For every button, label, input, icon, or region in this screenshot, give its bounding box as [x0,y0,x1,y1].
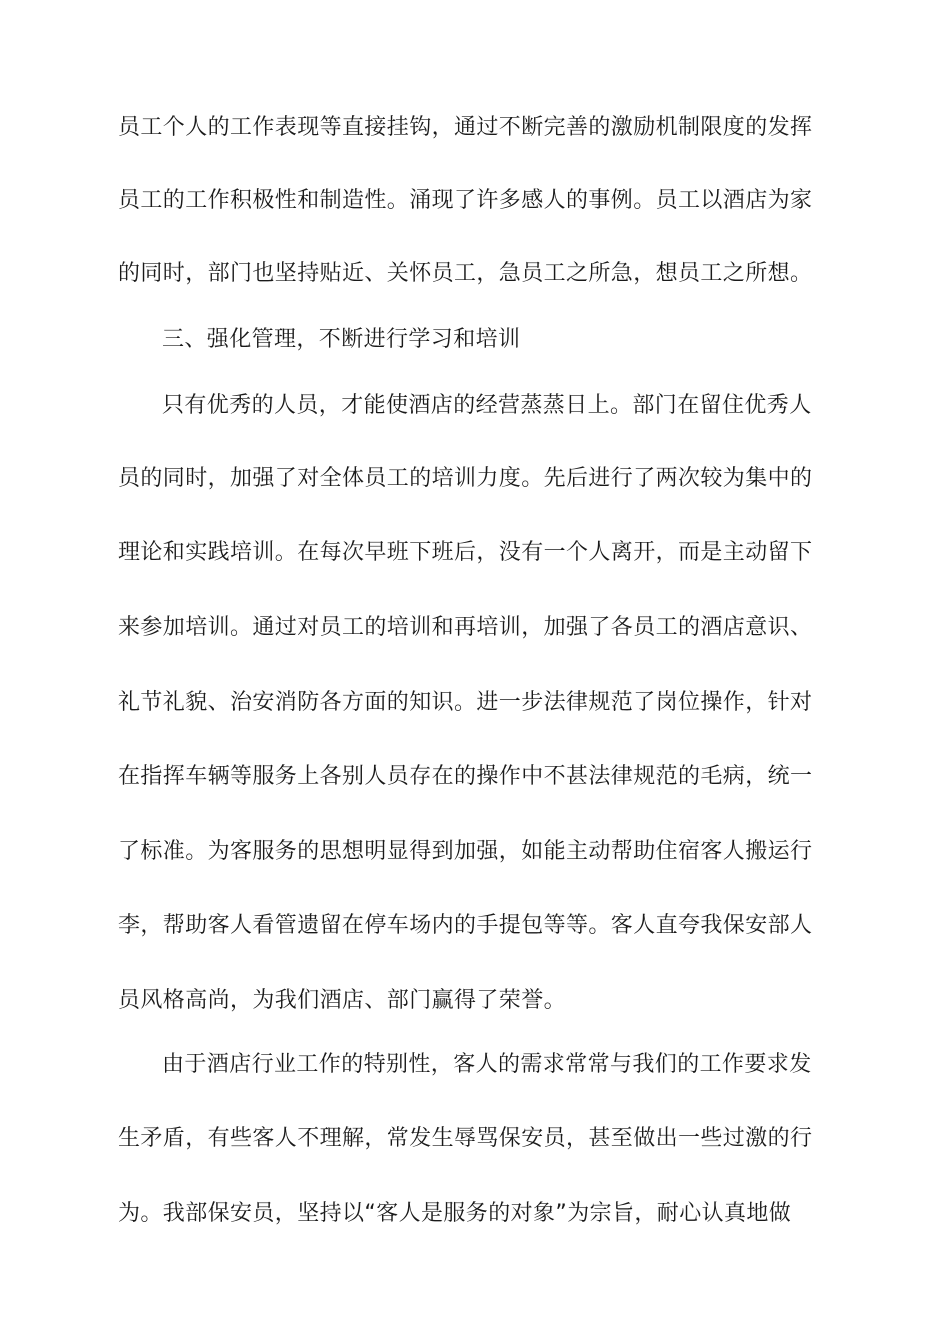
paragraph-line: 由于酒店行业工作的特别性，客人的需求常常与我们的工作要求发 [162,1052,812,1077]
paragraph-line: 只有优秀的人员，才能使酒店的经营蒸蒸日上。部门在留住优秀人 [162,393,812,418]
paragraph-line: 李，帮助客人看管遗留在停车场内的手提包等等。客人直夸我保安部人 [118,913,813,938]
paragraph-line: 礼节礼貌、治安消防各方面的知识。进一步法律规范了岗位操作，针对 [118,690,813,715]
paragraph-line: 理论和实践培训。在每次早班下班后，没有一个人离开，而是主动留下 [118,540,813,565]
paragraph-line: 来参加培训。通过对员工的培训和再培训，加强了各员工的酒店意识、 [118,615,813,640]
paragraph-line: 员的同时，加强了对全体员工的培训力度。先后进行了两次较为集中的 [118,466,813,491]
paragraph-line: 在指挥车辆等服务上各别人员存在的操作中不甚法律规范的毛病，统一 [118,764,813,789]
paragraph-line: 为。我部保安员，坚持以“客人是服务的对象”为宗旨，耐心认真地做 [118,1201,792,1226]
paragraph-line: 生矛盾，有些客人不理解，常发生辱骂保安员，甚至做出一些过激的行 [118,1126,813,1151]
paragraph-line: 的同时，部门也坚持贴近、关怀员工，急员工之所急，想员工之所想。 [118,261,813,286]
paragraph-line: 了标准。为客服务的思想明显得到加强，如能主动帮助住宿客人搬运行 [118,839,813,864]
paragraph-line: 员工个人的工作表现等直接挂钩，通过不断完善的激励机制限度的发挥 [118,115,813,140]
paragraph-line: 员风格高尚，为我们酒店、部门赢得了荣誉。 [118,988,567,1013]
section-heading: 三、强化管理，不断进行学习和培训 [162,327,521,352]
paragraph-line: 员工的工作积极性和制造性。涌现了许多感人的事例。员工以酒店为家 [118,188,813,213]
